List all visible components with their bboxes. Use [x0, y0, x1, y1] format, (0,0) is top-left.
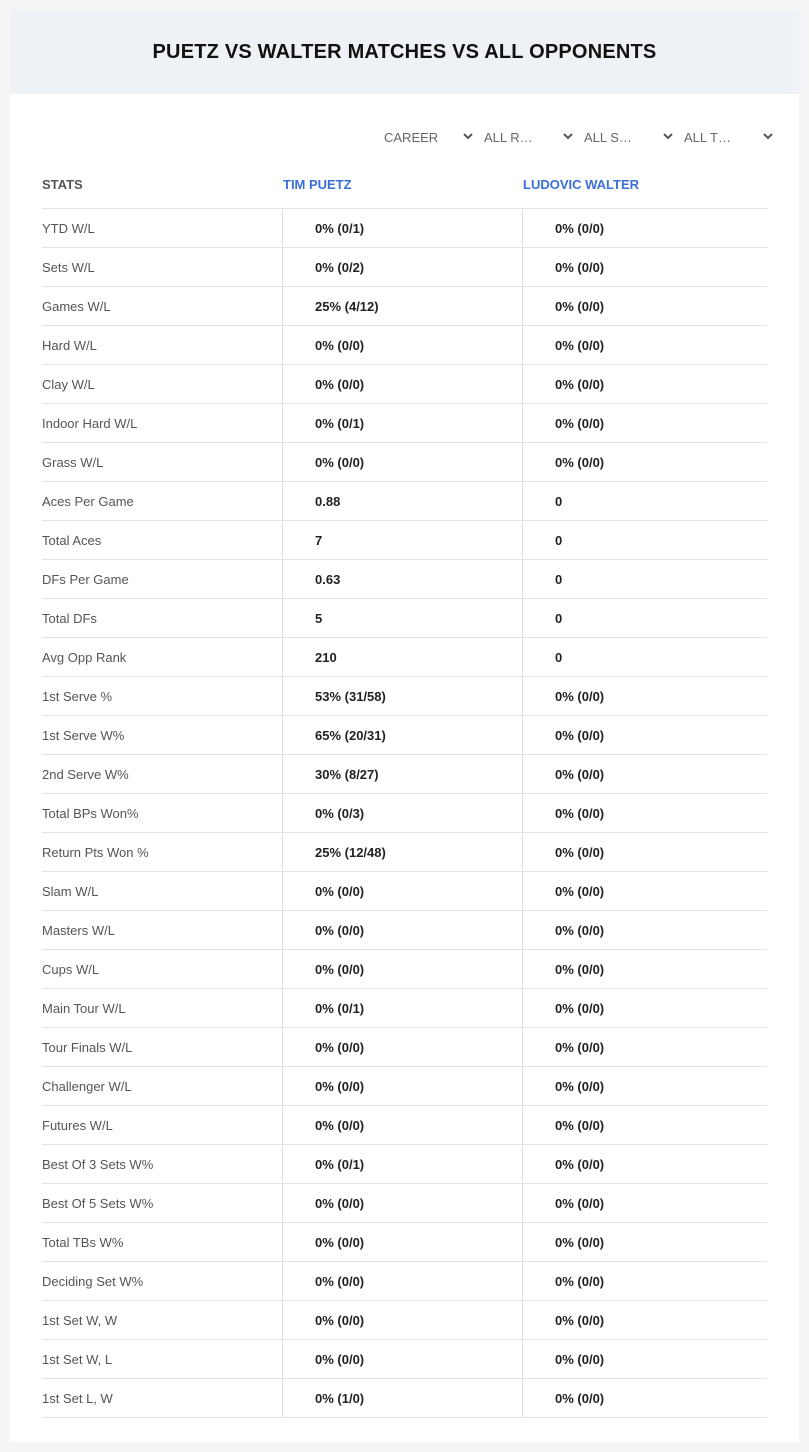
player1-value: 25% (4/12) [282, 287, 522, 325]
player1-value: 0% (0/0) [282, 443, 522, 481]
stat-label: 1st Serve % [42, 688, 113, 704]
column-header-player1[interactable]: TIM PUETZ [283, 176, 352, 192]
player2-value: 0% (0/0) [522, 1184, 766, 1222]
table-row [42, 326, 767, 365]
filter-tournament-select[interactable] [684, 126, 784, 148]
player2-value: 0% (0/0) [522, 326, 766, 364]
player2-value: 0 [522, 482, 766, 520]
player2-value: 0% (0/0) [522, 1340, 766, 1378]
table-row [42, 833, 767, 872]
player1-value: 0% (0/0) [282, 911, 522, 949]
table-row [42, 248, 767, 287]
stat-label: YTD W/L [42, 220, 95, 236]
player2-value: 0% (0/0) [522, 404, 766, 442]
table-row [42, 599, 767, 638]
player2-value: 0% (0/0) [522, 1067, 766, 1105]
player1-value: 0% (0/1) [282, 1145, 522, 1183]
table-row [42, 1028, 767, 1067]
table-row [42, 677, 767, 716]
stat-label: Total DFs [42, 610, 97, 626]
table-row [42, 1145, 767, 1184]
player2-value: 0 [522, 599, 766, 637]
stat-label: Total BPs Won% [42, 805, 139, 821]
table-row [42, 1184, 767, 1223]
player2-value: 0% (0/0) [522, 872, 766, 910]
player1-value: 0% (0/0) [282, 1223, 522, 1261]
stat-label: Tour Finals W/L [42, 1039, 133, 1055]
table-row [42, 1106, 767, 1145]
player1-value: 25% (12/48) [282, 833, 522, 871]
player2-value: 0% (0/0) [522, 1106, 766, 1144]
stat-label: Return Pts Won % [42, 844, 149, 860]
page-title: PUETZ VS WALTER MATCHES VS ALL OPPONENTS [152, 40, 657, 63]
player2-value: 0% (0/0) [522, 1262, 766, 1300]
chevron-down-icon [562, 130, 574, 142]
player1-value: 0% (1/0) [282, 1379, 522, 1417]
table-row [42, 521, 767, 560]
player2-value: 0% (0/0) [522, 950, 766, 988]
table-body [42, 209, 767, 1418]
player2-value: 0% (0/0) [522, 989, 766, 1027]
table-row [42, 716, 767, 755]
table-row [42, 365, 767, 404]
filter-bar [384, 126, 784, 148]
filter-round-select[interactable] [484, 126, 584, 148]
player1-value: 0.88 [282, 482, 522, 520]
player2-value: 0% (0/0) [522, 1145, 766, 1183]
player1-value: 0% (0/1) [282, 404, 522, 442]
player2-value: 0% (0/0) [522, 365, 766, 403]
table-row [42, 443, 767, 482]
table-row [42, 638, 767, 677]
player2-value: 0 [522, 560, 766, 598]
table-row [42, 950, 767, 989]
player2-value: 0% (0/0) [522, 677, 766, 715]
stat-label: 1st Set W, W [42, 1312, 118, 1328]
stat-label: Total Aces [42, 532, 102, 548]
player2-value: 0% (0/0) [522, 1379, 766, 1417]
player1-value: 0% (0/1) [282, 209, 522, 247]
stat-label: Best Of 3 Sets W% [42, 1156, 154, 1172]
table-header [42, 160, 767, 209]
player2-value: 0% (0/0) [522, 248, 766, 286]
player1-value: 7 [282, 521, 522, 559]
player2-value: 0% (0/0) [522, 716, 766, 754]
chevron-down-icon [662, 130, 674, 142]
stats-card [10, 10, 799, 1442]
player1-value: 210 [282, 638, 522, 676]
chevron-down-icon [462, 130, 474, 142]
stat-label: Total TBs W% [42, 1234, 124, 1250]
stat-label: Masters W/L [42, 922, 115, 938]
stat-label: Main Tour W/L [42, 1000, 126, 1016]
player1-value: 0% (0/0) [282, 872, 522, 910]
player2-value: 0% (0/0) [522, 209, 766, 247]
player2-value: 0% (0/0) [522, 755, 766, 793]
player2-value: 0% (0/0) [522, 1301, 766, 1339]
stat-label: 1st Set W, L [42, 1351, 113, 1367]
player1-value: 0.63 [282, 560, 522, 598]
player1-value: 0% (0/0) [282, 1184, 522, 1222]
player1-value: 0% (0/0) [282, 1262, 522, 1300]
table-row [42, 482, 767, 521]
filter-period-select[interactable] [384, 126, 484, 148]
player1-value: 5 [282, 599, 522, 637]
table-row [42, 1301, 767, 1340]
table-row [42, 287, 767, 326]
filter-label: ALL T… [684, 129, 731, 145]
table-row [42, 1262, 767, 1301]
player1-value: 0% (0/1) [282, 989, 522, 1027]
table-row [42, 404, 767, 443]
stat-label: DFs Per Game [42, 571, 129, 587]
player1-value: 0% (0/0) [282, 1028, 522, 1066]
stat-label: Games W/L [42, 298, 111, 314]
player2-value: 0 [522, 521, 766, 559]
player1-value: 53% (31/58) [282, 677, 522, 715]
stat-label: Indoor Hard W/L [42, 415, 138, 431]
player1-value: 0% (0/0) [282, 1106, 522, 1144]
stat-label: Clay W/L [42, 376, 95, 392]
page-header [10, 10, 799, 94]
column-header-player2[interactable]: LUDOVIC WALTER [523, 176, 640, 192]
table-row [42, 209, 767, 248]
stat-label: Deciding Set W% [42, 1273, 144, 1289]
player2-value: 0% (0/0) [522, 1223, 766, 1261]
table-row [42, 872, 767, 911]
player2-value: 0% (0/0) [522, 287, 766, 325]
table-row [42, 989, 767, 1028]
chevron-down-icon [762, 130, 774, 142]
filter-surface-select[interactable] [584, 126, 684, 148]
table-row [42, 1223, 767, 1262]
filter-label: ALL R… [484, 129, 533, 145]
stat-label: Best Of 5 Sets W% [42, 1195, 154, 1211]
table-row [42, 1340, 767, 1379]
stat-label: 1st Serve W% [42, 727, 125, 743]
player1-value: 0% (0/0) [282, 1301, 522, 1339]
player2-value: 0% (0/0) [522, 1028, 766, 1066]
stat-label: Futures W/L [42, 1117, 113, 1133]
player2-value: 0% (0/0) [522, 443, 766, 481]
stat-label: Challenger W/L [42, 1078, 132, 1094]
stat-label: Sets W/L [42, 259, 95, 275]
filter-label: ALL S… [584, 129, 632, 145]
stats-table [42, 160, 767, 1418]
filter-label: CAREER [384, 129, 439, 145]
player1-value: 0% (0/0) [282, 1340, 522, 1378]
stat-label: 2nd Serve W% [42, 766, 129, 782]
table-row [42, 755, 767, 794]
stat-label: Hard W/L [42, 337, 97, 353]
stat-label: Cups W/L [42, 961, 100, 977]
table-row [42, 911, 767, 950]
stat-label: 1st Set L, W [42, 1390, 113, 1406]
player1-value: 0% (0/2) [282, 248, 522, 286]
player1-value: 0% (0/3) [282, 794, 522, 832]
player1-value: 0% (0/0) [282, 950, 522, 988]
player1-value: 0% (0/0) [282, 1067, 522, 1105]
stat-label: Avg Opp Rank [42, 649, 127, 665]
player1-value: 0% (0/0) [282, 365, 522, 403]
player2-value: 0% (0/0) [522, 911, 766, 949]
table-row [42, 1379, 767, 1418]
stat-label: Aces Per Game [42, 493, 134, 509]
stat-label: Grass W/L [42, 454, 104, 470]
table-row [42, 1067, 767, 1106]
table-row [42, 560, 767, 599]
table-row [42, 794, 767, 833]
player1-value: 30% (8/27) [282, 755, 522, 793]
player2-value: 0% (0/0) [522, 833, 766, 871]
player1-value: 0% (0/0) [282, 326, 522, 364]
stat-label: Slam W/L [42, 883, 99, 899]
player2-value: 0 [522, 638, 766, 676]
player2-value: 0% (0/0) [522, 794, 766, 832]
column-header-stats: STATS [42, 176, 83, 192]
player1-value: 65% (20/31) [282, 716, 522, 754]
